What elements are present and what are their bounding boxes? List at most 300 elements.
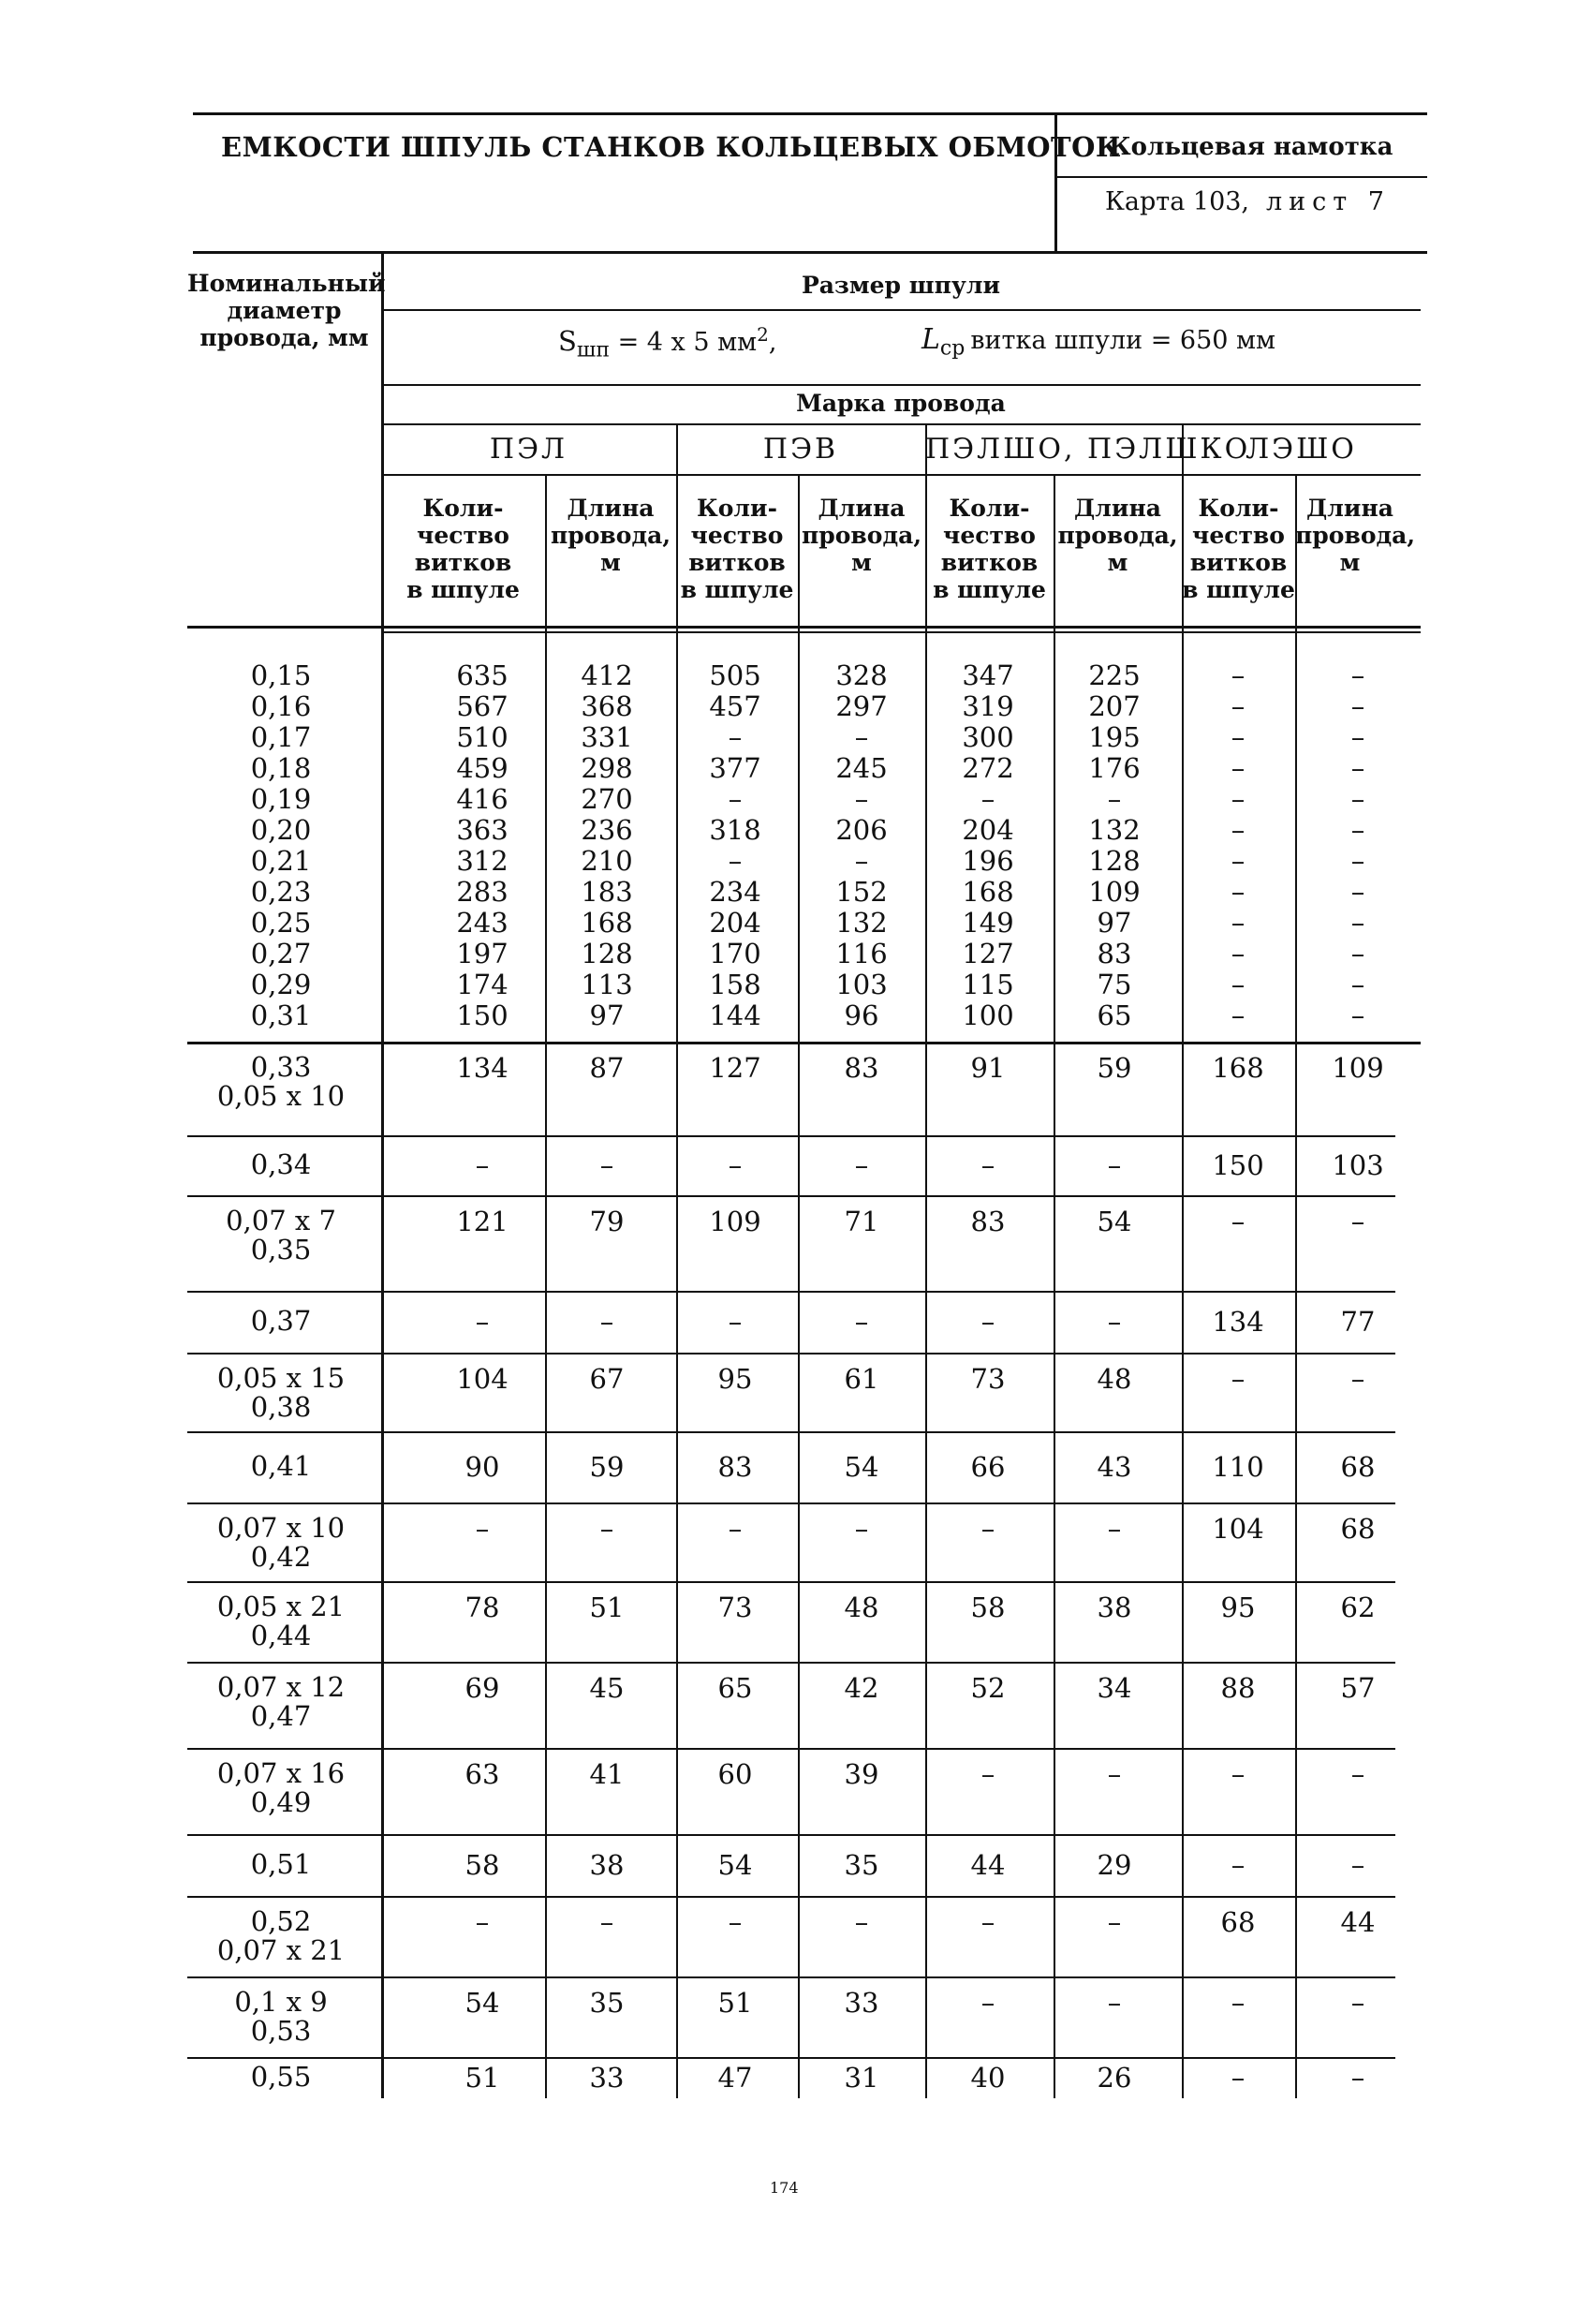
table-cell: 150	[456, 999, 509, 1031]
table-cell: –	[980, 1513, 995, 1545]
diameter-value: 0,05 х 10	[216, 1080, 346, 1112]
rule-line	[381, 384, 1421, 386]
length-formula	[921, 323, 1275, 360]
table-cell: 33	[589, 2062, 625, 2094]
table-cell: –	[1231, 999, 1246, 1031]
table-cell: 635	[456, 659, 509, 691]
table-cell: –	[1231, 1849, 1246, 1881]
diameter-value: 0,05 х 21	[216, 1591, 346, 1622]
diameter-value: 0,07 х 16	[216, 1757, 346, 1789]
table-cell: 168	[581, 907, 633, 939]
table-cell: 88	[1220, 1672, 1256, 1704]
table-cell: –	[1350, 876, 1365, 908]
table-cell: –	[1231, 814, 1246, 846]
table-cell: –	[1350, 783, 1365, 815]
table-cell: –	[1231, 783, 1246, 815]
table-cell: 87	[589, 1052, 625, 1084]
diameter-value: 0,07 х 12	[216, 1671, 346, 1703]
table-cell: –	[599, 1513, 614, 1545]
sub-header-line: провода,	[1057, 522, 1178, 549]
table-cell: 121	[456, 1206, 509, 1237]
sub-header-line: в шпуле	[933, 576, 1046, 603]
table-cell: 71	[844, 1206, 879, 1237]
rule-line	[193, 112, 1427, 115]
wire-length-header	[545, 495, 676, 576]
diameter-value: 0,42	[250, 1541, 312, 1573]
table-cell: –	[1350, 1363, 1365, 1395]
table-cell: –	[728, 783, 743, 815]
table-cell: 63	[464, 1758, 500, 1790]
sub-header-line: провода,	[1295, 522, 1416, 549]
table-cell: 73	[717, 1591, 753, 1623]
table-cell: 95	[1220, 1591, 1256, 1623]
table-cell: –	[728, 721, 743, 753]
brand-header: Марка провода	[796, 390, 1006, 417]
table-cell: –	[475, 1306, 490, 1338]
rule-line	[187, 626, 1421, 629]
table-cell: 100	[962, 999, 1014, 1031]
sub-header-line: витков	[1189, 549, 1288, 576]
table-cell: 363	[456, 814, 509, 846]
table-cell: 319	[962, 690, 1014, 722]
diameter-value: 0,27	[250, 938, 312, 970]
wire-brand-1: ПЭЛ	[489, 433, 568, 466]
sub-header-line: Коли-	[949, 495, 1030, 522]
table-cell: –	[599, 1306, 614, 1338]
table-cell: 132	[835, 907, 888, 939]
table-cell: 75	[1097, 969, 1132, 1000]
table-cell: 68	[1340, 1451, 1376, 1483]
table-cell: –	[728, 1906, 743, 1938]
table-cell: 174	[456, 969, 509, 1000]
table-cell: –	[1231, 1206, 1246, 1237]
sub-header-line: чество	[417, 522, 509, 549]
rule-line	[187, 1581, 1395, 1583]
table-cell: –	[1231, 721, 1246, 753]
table-cell: 109	[709, 1206, 761, 1237]
rule-line	[187, 1748, 1395, 1750]
table-cell: 54	[464, 1987, 500, 2019]
rule-line	[187, 1502, 1395, 1504]
diameter-value: 0,21	[250, 845, 312, 877]
table-cell: 57	[1340, 1672, 1376, 1704]
table-cell: 412	[581, 659, 633, 691]
table-cell: 104	[456, 1363, 509, 1395]
diameter-header-line: провода, мм	[199, 324, 369, 351]
sub-header-line: в шпуле	[406, 576, 520, 603]
table-cell: 41	[589, 1758, 625, 1790]
table-cell: 243	[456, 907, 509, 939]
sub-header-line: витков	[414, 549, 512, 576]
table-cell: 300	[962, 721, 1014, 753]
table-cell: –	[980, 783, 995, 815]
table-cell: –	[728, 1513, 743, 1545]
table-cell: 29	[1097, 1849, 1132, 1881]
table-cell: –	[854, 1513, 869, 1545]
table-cell: 54	[1097, 1206, 1132, 1237]
table-cell: 234	[709, 876, 761, 908]
table-cell: 204	[709, 907, 761, 939]
table-cell: –	[1350, 907, 1365, 939]
table-cell: 318	[709, 814, 761, 846]
table-cell: 158	[709, 969, 761, 1000]
table-cell: 68	[1220, 1906, 1256, 1938]
sub-header-line: Длина	[1306, 495, 1393, 522]
table-cell: –	[1350, 814, 1365, 846]
table-cell: 134	[456, 1052, 509, 1084]
table-cell: 62	[1340, 1591, 1376, 1623]
table-cell: 152	[835, 876, 888, 908]
table-cell: 35	[589, 1987, 625, 2019]
diameter-value: 0,19	[250, 783, 312, 815]
table-cell: 38	[589, 1849, 625, 1881]
table-cell: 505	[709, 659, 761, 691]
wire-brand-2: ПЭВ	[762, 433, 839, 466]
table-cell: –	[854, 783, 869, 815]
table-cell: 83	[844, 1052, 879, 1084]
table-cell: 51	[464, 2062, 500, 2094]
rule-line	[381, 474, 1421, 476]
table-cell: –	[1231, 876, 1246, 908]
table-cell: 48	[844, 1591, 879, 1623]
table-cell: 128	[1088, 845, 1141, 877]
sub-header-line: м	[600, 549, 621, 576]
formula-s-symbol: S	[558, 325, 577, 357]
table-cell: –	[980, 1758, 995, 1790]
table-cell: 207	[1088, 690, 1141, 722]
diameter-value: 0,33	[250, 1051, 312, 1083]
formula-l-value: витка шпули = 650 мм	[970, 326, 1276, 355]
table-cell: 116	[835, 938, 888, 970]
table-cell: 59	[589, 1451, 625, 1483]
formula-s-value: = 4 х 5 мм	[610, 328, 758, 357]
diameter-value: 0,15	[250, 659, 312, 691]
table-cell: –	[1107, 783, 1122, 815]
table-cell: 35	[844, 1849, 879, 1881]
diameter-value: 0,53	[250, 2015, 312, 2047]
table-cell: 197	[456, 938, 509, 970]
table-cell: –	[599, 1906, 614, 1938]
table-cell: 96	[844, 999, 879, 1031]
sheet-label: лист 7	[1266, 187, 1391, 216]
diameter-value: 0,55	[250, 2061, 312, 2093]
diameter-value: 0,37	[250, 1305, 312, 1337]
table-cell: –	[475, 1906, 490, 1938]
table-cell: 283	[456, 876, 509, 908]
table-cell: 83	[970, 1206, 1006, 1237]
table-cell: 44	[970, 1849, 1006, 1881]
table-cell: 91	[970, 1052, 1006, 1084]
table-cell: 272	[962, 752, 1014, 784]
sub-header-line: провода,	[801, 522, 922, 549]
table-cell: 298	[581, 752, 633, 784]
table-cell: 176	[1088, 752, 1141, 784]
table-cell: –	[980, 1987, 995, 2019]
table-cell: –	[728, 1149, 743, 1181]
table-cell: –	[980, 1906, 995, 1938]
table-cell: 510	[456, 721, 509, 753]
diameter-value: 0,38	[250, 1391, 312, 1423]
diameter-value: 0,20	[250, 814, 312, 846]
sub-header-line: витков	[940, 549, 1039, 576]
table-cell: 270	[581, 783, 633, 815]
table-cell: –	[1350, 690, 1365, 722]
table-cell: 104	[1212, 1513, 1264, 1545]
column-divider	[1054, 474, 1055, 2098]
turns-count-header	[1182, 495, 1295, 603]
table-cell: 51	[589, 1591, 625, 1623]
formula-comma: ,	[768, 328, 777, 357]
table-cell: –	[1107, 1149, 1122, 1181]
table-cell: 459	[456, 752, 509, 784]
diameter-value: 0,41	[250, 1450, 312, 1482]
column-divider	[1295, 474, 1297, 2098]
table-cell: –	[854, 1306, 869, 1338]
rule-line	[381, 309, 1421, 311]
section-label: Кольцевая намотка	[1109, 133, 1393, 161]
diameter-header-line: диаметр	[227, 297, 342, 324]
table-cell: –	[1350, 845, 1365, 877]
table-cell: 416	[456, 783, 509, 815]
rule-line	[187, 1353, 1395, 1354]
table-cell: 42	[844, 1672, 879, 1704]
table-cell: –	[1231, 907, 1246, 939]
sub-header-line: Длина	[818, 495, 906, 522]
column-divider	[925, 423, 927, 2098]
table-cell: 83	[717, 1451, 753, 1483]
table-cell: –	[1350, 1987, 1365, 2019]
diameter-value: 0,05 х 15	[216, 1362, 346, 1394]
sub-header-line: Коли-	[422, 495, 504, 522]
table-cell: –	[854, 1149, 869, 1181]
table-cell: 567	[456, 690, 509, 722]
table-cell: 79	[589, 1206, 625, 1237]
table-cell: –	[1231, 938, 1246, 970]
table-cell: 312	[456, 845, 509, 877]
table-cell: 43	[1097, 1451, 1132, 1483]
rule-line	[193, 251, 1427, 254]
diameter-value: 0,16	[250, 690, 312, 722]
formula-l-subscript: ср	[939, 336, 966, 361]
table-cell: 51	[717, 1987, 753, 2019]
table-cell: 103	[1332, 1149, 1384, 1181]
table-cell: –	[1231, 969, 1246, 1000]
table-cell: 115	[962, 969, 1014, 1000]
rule-line	[187, 1431, 1395, 1433]
table-cell: –	[1350, 1758, 1365, 1790]
table-cell: 331	[581, 721, 633, 753]
diameter-value: 0,34	[250, 1148, 312, 1180]
table-cell: 150	[1212, 1149, 1264, 1181]
rule-line	[187, 1291, 1395, 1293]
column-divider	[676, 423, 678, 2098]
table-cell: –	[599, 1149, 614, 1181]
table-cell: 38	[1097, 1591, 1132, 1623]
table-cell: –	[1231, 690, 1246, 722]
rule-line	[187, 1135, 1395, 1137]
sub-header-line: чество	[690, 522, 784, 549]
rule-line	[187, 1834, 1395, 1836]
table-cell: –	[854, 721, 869, 753]
sub-header-line: м	[1107, 549, 1128, 576]
table-cell: –	[1350, 2062, 1365, 2094]
table-cell: 67	[589, 1363, 625, 1395]
rule-line	[187, 1976, 1395, 1978]
table-cell: 65	[717, 1672, 753, 1704]
table-cell: –	[1107, 1987, 1122, 2019]
sub-header-line: провода,	[550, 522, 671, 549]
diameter-value: 0,51	[250, 1848, 312, 1880]
table-cell: 90	[464, 1451, 500, 1483]
rule-line	[187, 1662, 1395, 1664]
table-cell: 109	[1088, 876, 1141, 908]
table-cell: –	[475, 1513, 490, 1545]
table-cell: 60	[717, 1758, 753, 1790]
table-cell: 68	[1340, 1513, 1376, 1545]
table-cell: –	[1350, 721, 1365, 753]
table-cell: 204	[962, 814, 1014, 846]
table-cell: –	[980, 1306, 995, 1338]
table-cell: 26	[1097, 2062, 1132, 2094]
table-cell: 236	[581, 814, 633, 846]
table-cell: 33	[844, 1987, 879, 2019]
sub-header-line: чество	[943, 522, 1036, 549]
sub-header-line: в шпуле	[680, 576, 794, 603]
table-cell: –	[475, 1149, 490, 1181]
turns-count-header	[381, 495, 545, 603]
table-cell: 168	[962, 876, 1014, 908]
table-cell: –	[854, 845, 869, 877]
table-cell: 132	[1088, 814, 1141, 846]
sub-header-line: м	[1339, 549, 1361, 576]
table-cell: 377	[709, 752, 761, 784]
diameter-header-line: Номинальный	[187, 270, 386, 297]
diameter-value: 0,07 х 10	[216, 1512, 346, 1544]
table-cell: 113	[581, 969, 633, 1000]
page-number: 174	[770, 2179, 799, 2197]
diameter-value: 0,25	[250, 907, 312, 939]
sub-header-line: витков	[688, 549, 786, 576]
table-cell: 183	[581, 876, 633, 908]
formula-s-exponent: 2	[757, 323, 769, 346]
diameter-value: 0,23	[250, 876, 312, 908]
size-header: Размер шпули	[801, 272, 1001, 299]
wire-length-header	[1054, 495, 1182, 576]
table-cell: 103	[835, 969, 888, 1000]
table-cell: –	[1350, 1849, 1365, 1881]
table-cell: 45	[589, 1672, 625, 1704]
table-cell: –	[1350, 659, 1365, 691]
table-cell: 47	[717, 2062, 753, 2094]
diameter-value: 0,31	[250, 999, 312, 1031]
table-cell: 109	[1332, 1052, 1384, 1084]
table-cell: 297	[835, 690, 888, 722]
table-cell: 97	[1097, 907, 1132, 939]
table-cell: 58	[970, 1591, 1006, 1623]
rule-line	[381, 631, 1421, 633]
table-cell: –	[1350, 969, 1365, 1000]
table-cell: 368	[581, 690, 633, 722]
table-cell: 170	[709, 938, 761, 970]
diameter-value: 0,35	[250, 1234, 312, 1266]
rule-line	[187, 1042, 1421, 1044]
table-cell: 245	[835, 752, 888, 784]
sub-header-line: Коли-	[1198, 495, 1279, 522]
diameter-value: 0,49	[250, 1786, 312, 1818]
rule-line	[187, 1896, 1395, 1898]
sub-header-line: Коли-	[697, 495, 777, 522]
table-cell: 48	[1097, 1363, 1132, 1395]
table-cell: –	[728, 845, 743, 877]
sub-header-line: чество	[1192, 522, 1285, 549]
table-cell: 149	[962, 907, 1014, 939]
table-cell: 54	[844, 1451, 879, 1483]
table-cell: 134	[1212, 1306, 1264, 1338]
diameter-value: 0,18	[250, 752, 312, 784]
sub-header-line: Длина	[567, 495, 655, 522]
diameter-value: 0,44	[250, 1620, 312, 1651]
rule-line	[187, 2057, 1395, 2059]
table-cell: 54	[717, 1849, 753, 1881]
sub-header-line: м	[851, 549, 872, 576]
diameter-value: 0,07 х 21	[216, 1934, 346, 1966]
table-cell: –	[1231, 1363, 1246, 1395]
spool-formula	[558, 323, 776, 362]
diameter-value: 0,47	[250, 1700, 312, 1732]
table-cell: –	[1350, 1206, 1365, 1237]
wire-brand-3: ПЭЛШО, ПЭЛШКО	[925, 433, 1251, 466]
table-cell: 195	[1088, 721, 1141, 753]
table-cell: 347	[962, 659, 1014, 691]
diameter-value: 0,29	[250, 969, 312, 1000]
column-divider	[545, 474, 547, 2098]
table-cell: 59	[1097, 1052, 1132, 1084]
table-cell: –	[1231, 1987, 1246, 2019]
rule-line	[187, 1195, 1395, 1197]
table-cell: –	[1231, 659, 1246, 691]
table-cell: –	[980, 1149, 995, 1181]
diameter-column-header	[187, 270, 386, 351]
table-cell: 144	[709, 999, 761, 1031]
diameter-value: 0,07 х 7	[226, 1205, 336, 1236]
turns-count-header	[676, 495, 798, 603]
table-cell: 95	[717, 1363, 753, 1395]
table-cell: –	[1107, 1513, 1122, 1545]
table-cell: 127	[709, 1052, 761, 1084]
table-cell: 196	[962, 845, 1014, 877]
table-cell: –	[1231, 2062, 1246, 2094]
table-cell: 97	[589, 999, 625, 1031]
table-cell: –	[1107, 1758, 1122, 1790]
table-cell: 457	[709, 690, 761, 722]
table-cell: 210	[581, 845, 633, 877]
table-cell: 328	[835, 659, 888, 691]
diameter-value: 0,17	[250, 721, 312, 753]
table-cell: 52	[970, 1672, 1006, 1704]
rule-line	[381, 423, 1421, 425]
table-cell: 78	[464, 1591, 500, 1623]
table-cell: 225	[1088, 659, 1141, 691]
table-cell: 128	[581, 938, 633, 970]
table-cell: 83	[1097, 938, 1132, 970]
table-cell: –	[1350, 999, 1365, 1031]
table-cell: 34	[1097, 1672, 1132, 1704]
table-cell: 65	[1097, 999, 1132, 1031]
table-cell: 73	[970, 1363, 1006, 1395]
table-cell: –	[1231, 752, 1246, 784]
table-cell: –	[1231, 1758, 1246, 1790]
page-title: ЕМКОСТИ ШПУЛЬ СТАНКОВ КОЛЬЦЕВЫХ ОБМОТОК	[221, 131, 1121, 163]
